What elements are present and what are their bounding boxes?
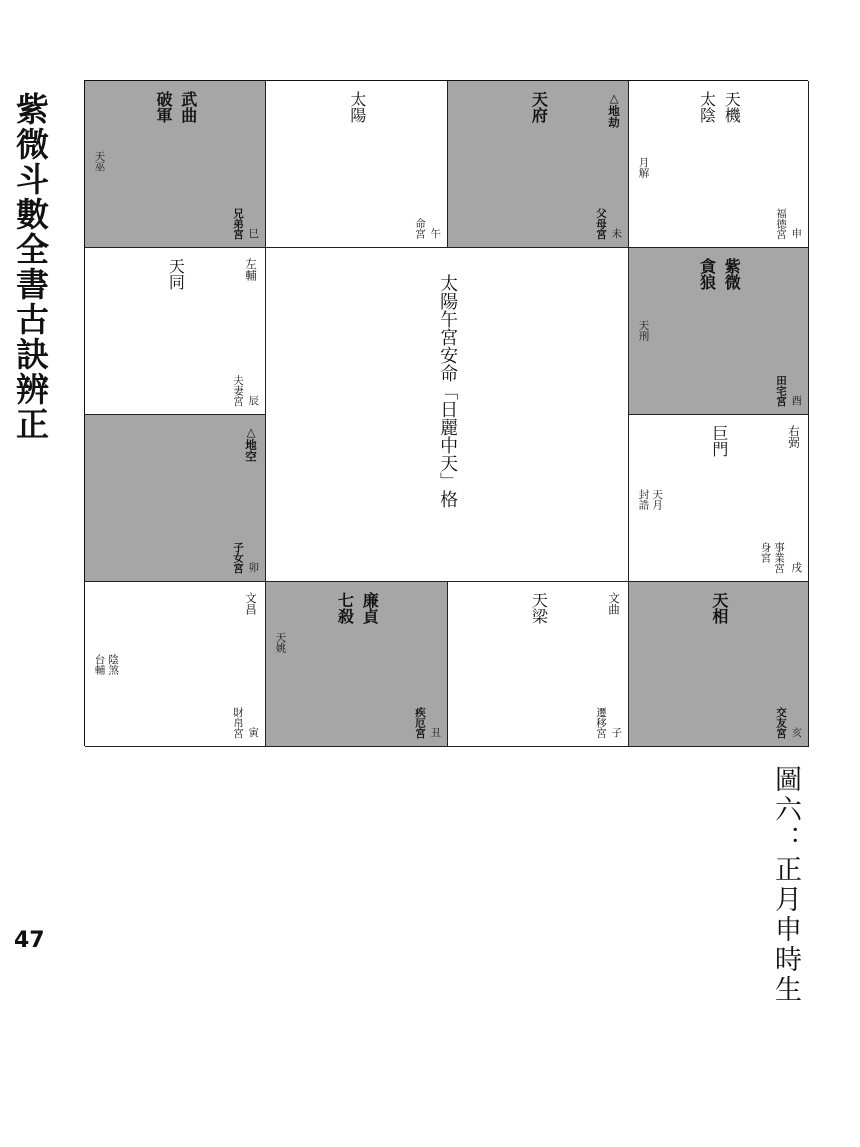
major-star: 太陽	[347, 91, 367, 123]
palace-cell-mao	[85, 415, 266, 582]
minor-star: 天月	[651, 489, 664, 510]
palace-name: 財帛宮	[232, 706, 244, 738]
minor-star-top-right: △地劫	[607, 91, 621, 128]
earthly-branch: 未	[611, 227, 622, 240]
earthly-branch: 午	[430, 227, 441, 240]
palace-cell-wei	[448, 81, 629, 248]
palace-cell-shen	[629, 81, 809, 248]
palace-name: 命宮	[414, 218, 426, 239]
major-star: 七殺	[335, 592, 355, 624]
palace-name: 福德宮	[775, 207, 787, 239]
major-star: 天府	[529, 91, 549, 123]
earthly-branch: 戌	[791, 561, 802, 574]
minor-star: 台輔	[93, 654, 106, 675]
major-star: 太陰	[697, 91, 717, 123]
minor-star: 陰煞	[107, 654, 120, 675]
major-star: 天相	[709, 592, 729, 624]
page-number: 47	[14, 928, 45, 953]
earthly-branch: 巳	[248, 227, 259, 240]
palace-cell-xu	[629, 415, 809, 582]
major-star: 紫微	[722, 258, 742, 290]
palace-name: 遷移宮	[595, 706, 607, 738]
minor-star: 月解	[637, 157, 650, 178]
earthly-branch: 丑	[430, 726, 441, 739]
palace-cell-yin	[85, 582, 266, 747]
earthly-branch: 申	[791, 227, 802, 240]
major-star: 武曲	[178, 91, 198, 123]
minor-star: 封誥	[637, 489, 650, 510]
palace-name: 交友宮	[775, 706, 787, 738]
minor-star-top-right: 右弼	[787, 425, 801, 448]
palace-name: 子女宮	[232, 541, 244, 573]
earthly-branch: 寅	[248, 726, 259, 739]
earthly-branch: 卯	[248, 561, 259, 574]
palace-name: 事業宮	[773, 541, 785, 573]
minor-star: 天巫	[93, 151, 106, 172]
major-star: 天機	[722, 91, 742, 123]
center-text: 太陽午宮安命「日麗中天」格	[437, 274, 459, 508]
palace-cell-si	[85, 81, 266, 248]
palace-cell-chen	[85, 248, 266, 415]
palace-name: 兄弟宮	[232, 207, 244, 239]
minor-star: 天刑	[637, 320, 650, 341]
palace-name: 夫妻宮	[232, 374, 244, 406]
major-star: 天梁	[529, 592, 549, 624]
major-star: 破軍	[154, 91, 173, 123]
palace-cell-you	[629, 248, 809, 415]
earthly-branch: 酉	[791, 394, 802, 407]
minor-star-top-right: 文昌	[244, 592, 258, 615]
palace-name: 父母宮	[595, 207, 607, 239]
palace-name: 田宅宮	[775, 374, 787, 406]
body-palace-label: 身宮	[759, 541, 772, 563]
minor-star-top-right: 文曲	[607, 592, 621, 615]
minor-star: 天姚	[274, 632, 287, 653]
astrology-chart	[84, 80, 808, 746]
palace-cell-hai	[629, 582, 809, 747]
palace-cell-wu	[266, 81, 448, 248]
palace-cell-chou	[266, 582, 448, 747]
major-star: 巨門	[709, 425, 729, 457]
figure-caption: 圖六：正月申時生	[770, 765, 801, 1005]
book-title: 紫微斗數全書古訣辨正	[11, 92, 50, 442]
minor-star-top-right: 左輔	[244, 258, 258, 281]
earthly-branch: 子	[611, 726, 622, 739]
palace-cell-zi	[448, 582, 629, 747]
minor-star-top-right: △地空	[244, 425, 258, 462]
major-star: 廉貞	[360, 592, 380, 624]
chart-center	[266, 248, 629, 582]
palace-name: 疾厄宮	[414, 706, 426, 738]
major-star: 天同	[166, 258, 186, 290]
earthly-branch: 辰	[248, 394, 259, 407]
earthly-branch: 亥	[791, 726, 802, 739]
major-star: 貪狼	[697, 258, 717, 290]
